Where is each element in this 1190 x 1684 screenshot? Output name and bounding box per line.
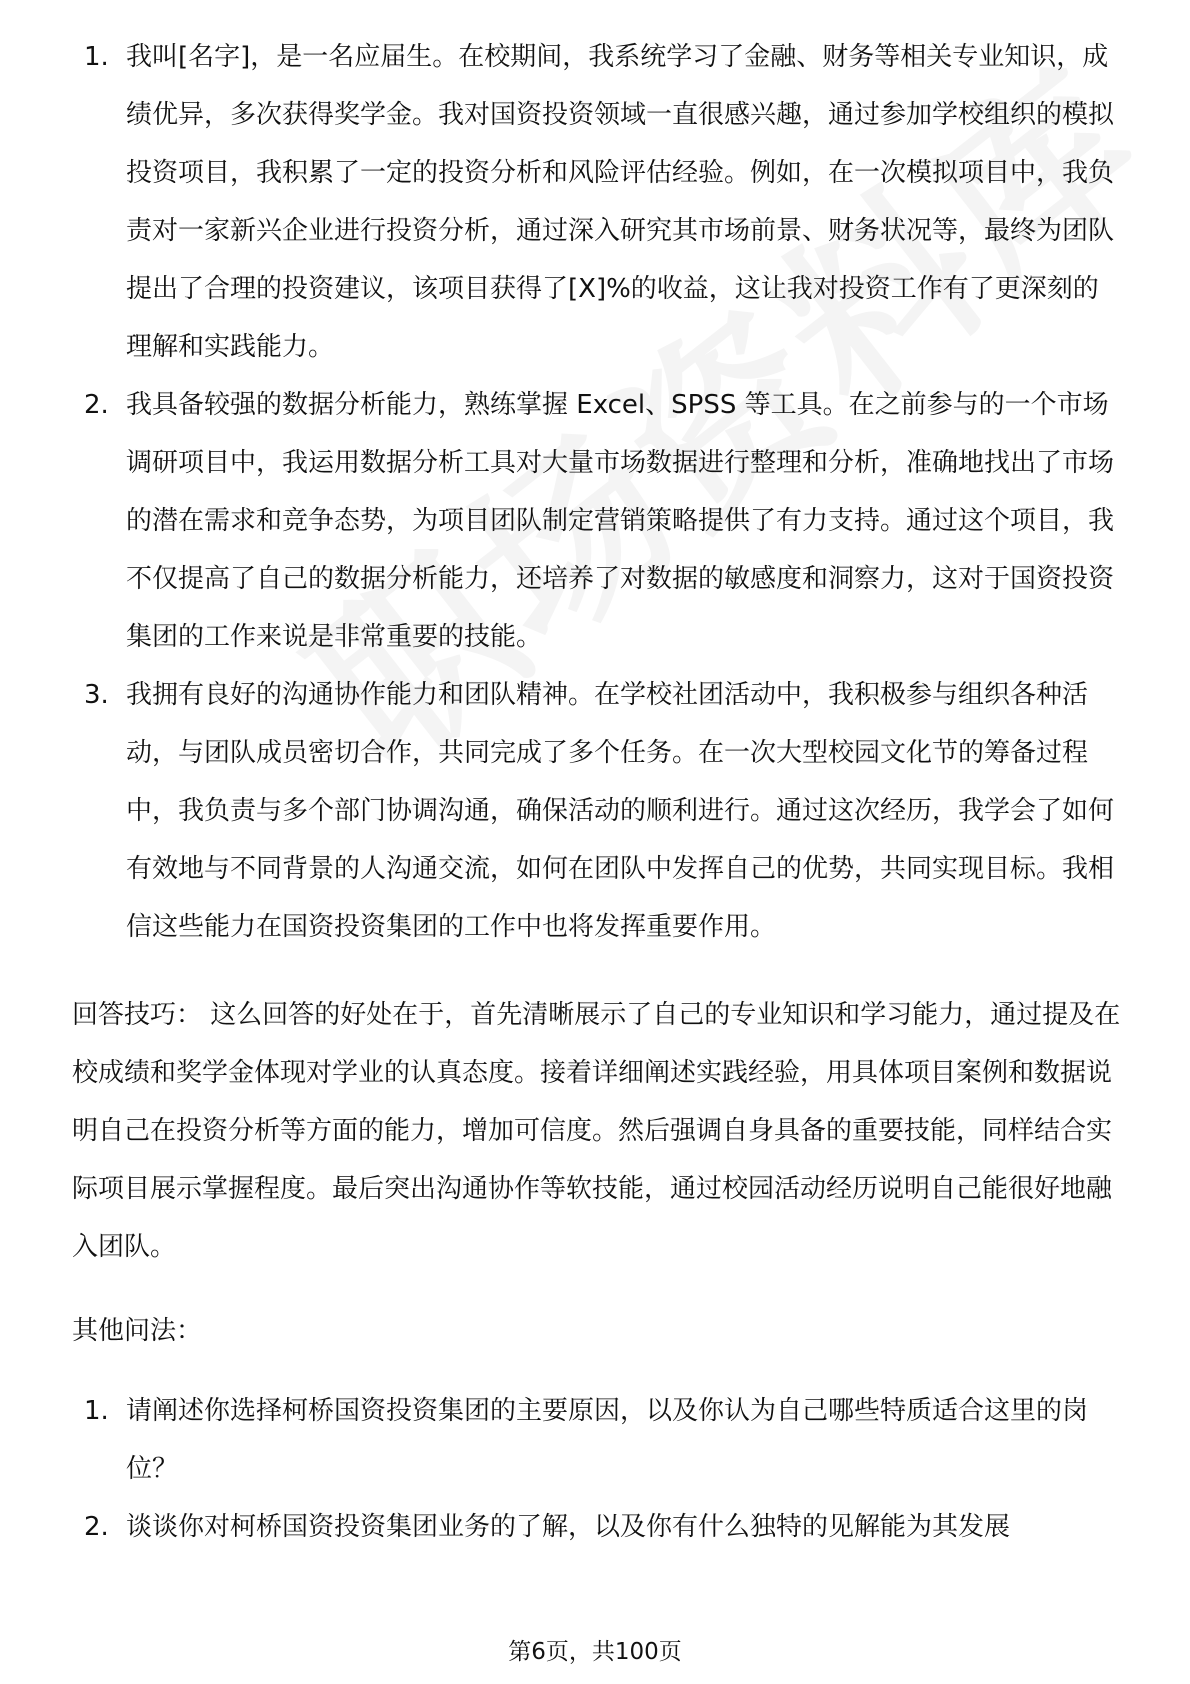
- page-content: [72, 28, 1122, 1556]
- list-item-text: 我拥有良好的沟通协作能力和团队精神。在学校社团活动中，我积极参与组织各种活动，与团队成员密切合作，共同完成了多个任务。在一次大型校园文化节的筹备过程中，我负责与多个部门协调沟通，确保活动的顺利进行。通过这次经历，我学会了如何有效地与不同背景的人沟通交流，如何在团队中发挥自己的优势，共同实现目标。我相信这些能力在国资投资集团的工作中也将发挥重要作用。: [126, 680, 1115, 942]
- list-item-text: 我具备较强的数据分析能力，熟练掌握 Excel、SPSS 等工具。在之前参与的一个市场调研项目中，我运用数据分析工具对大量市场数据进行整理和分析，准确地找出了市场的潜在需求和竞争态势，为项目团队制定营销策略提供了有力支持。通过这个项目，我不仅提高了自己的数据分析能力，还培养了对数据的敏感度和洞察力，这对于国资投资集团的工作来说是非常重要的技能。: [126, 390, 1115, 652]
- list-item-number: 1.: [84, 42, 109, 72]
- list-item: [72, 28, 1122, 376]
- list-item-text: 我叫[名字]，是一名应届生。在校期间，我系统学习了金融、财务等相关专业知识，成绩优异，多次获得奖学金。我对国资投资领域一直很感兴趣，通过参加学校组织的模拟投资项目，我积累了一定的投资分析和风险评估经验。例如，在一次模拟项目中，我负责对一家新兴企业进行投资分析，通过深入研究其市场前景、财务状况等，最终为团队提出了合理的投资建议，该项目获得了[X]%的收益，这让我对投资工作有了更深刻的理解和实践能力。: [126, 42, 1115, 362]
- answer-list: [72, 28, 1122, 956]
- list-item-text: 请阐述你选择柯桥国资投资集团的主要原因，以及你认为自己哪些特质适合这里的岗位？: [126, 1396, 1089, 1484]
- list-item: [72, 1382, 1122, 1498]
- list-item-number: 1.: [84, 1396, 109, 1426]
- other-questions-list: [72, 1382, 1122, 1556]
- other-questions-heading: 其他问法：: [72, 1316, 203, 1346]
- answer-tips-paragraph: 回答技巧： 这么回答的好处在于，首先清晰展示了自己的专业知识和学习能力，通过提及在校成绩和奖学金体现对学业的认真态度。接着详细阐述实践经验，用具体项目案例和数据说明自己在投资分析等方面的能力，增加可信度。然后强调自身具备的重要技能，同样结合实际项目展示掌握程度。最后突出沟通协作等软技能，通过校园活动经历说明自己能很好地融入团队。: [72, 1000, 1121, 1262]
- list-item-number: 2.: [84, 1512, 109, 1542]
- list-item-number: 3.: [84, 680, 109, 710]
- list-item-text: 谈谈你对柯桥国资投资集团业务的了解，以及你有什么独特的见解能为其发展: [126, 1512, 1011, 1542]
- page-footer: 第6页，共100页: [508, 1639, 682, 1665]
- list-item: [72, 1498, 1122, 1556]
- list-item-number: 2.: [84, 390, 109, 420]
- list-item: [72, 376, 1122, 666]
- list-item: [72, 666, 1122, 956]
